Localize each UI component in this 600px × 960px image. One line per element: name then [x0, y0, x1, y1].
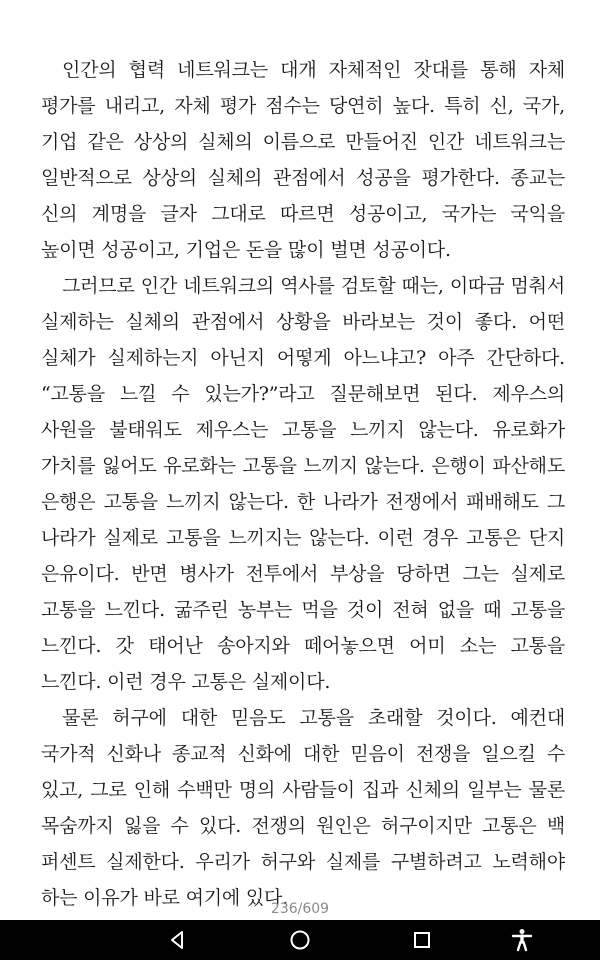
- paragraph-2: 그러므로 인간 네트워크의 역사를 검토할 때는, 이따금 멈춰서 실제하는 실체의 관점에서 상황을 바라보는 것이 좋다. 어떤 실체가 실제하는지 아닌지 어떻게 아느냐고? 아주 간단하다. “고통을 느낄 수 있는가?”라고 질문해보면 된다. 제우스의 사원을 불태워도 제우스는 고통을 느끼지 않는다. 유로화가 가치를 잃어도 유로화는 고통을 느끼지 않는다. 은행이 파산해도 은행은 고통을 느끼지 않는다. 한 나라가 전쟁에서 패배해도 그 나라가 실제로 고통을 느끼지는 않는다. 이런 경우 고통은 단지 은유이다. 반면 병사가 전투에서 부상을 당하면 그는 실제로 고통을 느낀다. 굶주린 농부는 먹을 것이 전혀 없을 때 고통을 느낀다. 갓 태어난 송아지와 떼어놓으면 어미 소는 고통을 느낀다. 이런 경우 고통은 실제이다.: [41, 275, 565, 693]
- accessibility-icon: [511, 928, 533, 952]
- recents-icon: [412, 930, 432, 950]
- page-indicator: 236/609: [270, 901, 330, 917]
- back-button[interactable]: [148, 920, 208, 960]
- paragraph-1: 인간의 협력 네트워크는 대개 자체적인 잣대를 통해 자체 평가를 내리고, 자체 평가 점수는 당연히 높다. 특히 신, 국가, 기업 같은 상상의 실체의 이름으로 만들어진 인간 네트워크는 일반적으로 상상의 실체의 관점에서 성공을 평가한다. 종교는 신의 계명을 글자 그대로 따르면 성공이고, 국가는 국익을 높이면 성공이고, 기업은 돈을 많이 벌면 성공이다.: [41, 59, 565, 261]
- home-button[interactable]: [270, 920, 330, 960]
- paragraph-3: 물론 허구에 대한 믿음도 고통을 초래할 것이다. 예컨대 국가적 신화나 종교적 신화에 대한 믿음이 전쟁을 일으킬 수 있고, 그로 인해 수백만 명의 사람들이 집과 신체의 일부는 물론 목숨까지 잃을 수 있다. 전쟁의 원인은 허구이지만 고통은 백 퍼센트 실제한다. 우리가 허구와 실제를 구별하려고 노력해야 하는 이유가 바로 여기에 있다.: [41, 707, 565, 909]
- home-icon: [289, 929, 311, 951]
- recents-button[interactable]: [392, 920, 452, 960]
- reader-text-area[interactable]: [41, 52, 565, 916]
- accessibility-button[interactable]: [492, 920, 552, 960]
- back-icon: [168, 930, 188, 950]
- system-navigation-bar: [0, 920, 600, 960]
